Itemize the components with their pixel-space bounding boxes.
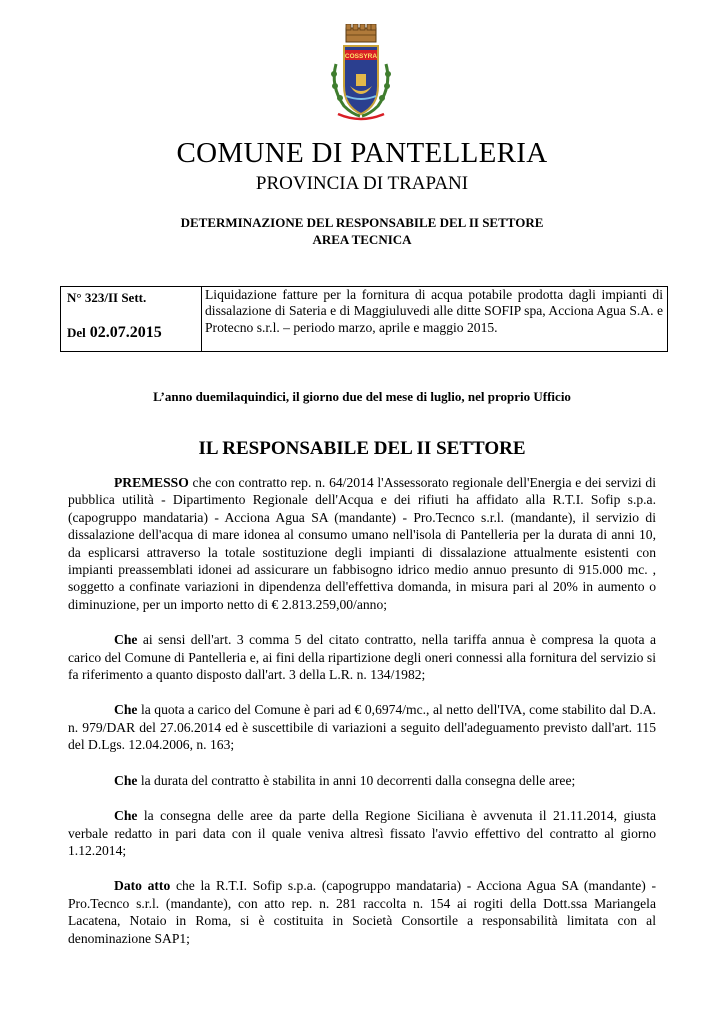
paragraph-che-consegna [68,807,656,859]
paragraph-lead: Dato atto [114,878,171,894]
determination-heading: DETERMINAZIONE DEL RESPONSABILE DEL II SETTORE [180,215,544,230]
paragraph-text: che con contratto rep. n. 64/2014 l'Assessorato regionale dell'Energia e dei servizi di pubblica utilità - Dipartimento Regionale dell'Acqua e dei rifiuti ha affidato alla R.T.I. Sofip s.p.a. (capogruppo mandataria) - Acciona Agua SA (mandante) - Pro.Tecnco s.r.l. (mandante), il servizio di dissalazione dell'acqua di mare idonea al consumo umano nell'isola di Pantelleria per la durata di anni 10, da esplicarsi attraverso la totale sostituzione degli impianti di dissalazione attualmente esistenti con impianti preassemblati idonei ad assicurare un fabbisogno idrico medio annuo presunto di 915.000 mc. , soggetto a confinate variazioni in dipendenza dell'effettiva domanda, in misura pari al 20% in aumento o diminuzione, per un importo netto di € 2.813.259,00/anno; [68,475,656,612]
determination-number: N° 323/II Sett. [67,290,147,305]
determination-subject: Liquidazione fatture per la fornitura di acqua potabile prodotta dagli impianti di dissalazione di Sateria e di Maggiuluvedi alle ditte SOFIP spa, Acciona Agua S.A. e Protecno s.r.l. – periodo marzo, aprile e maggio 2015. [205,287,663,335]
municipality-title: COMUNE DI PANTELLERIA [176,137,548,169]
date-label: Del [67,325,86,340]
paragraph-che-quota [68,701,656,753]
paragraph-text: la quota a carico del Comune è pari ad € 0,6974/mc., al netto dell'IVA, come stabilito dal D.A. n. 979/DAR del 27.06.2014 ed è suscettibile di variazioni a seguito dell'adeguamento previsto dall'art. 115 del D.Lgs. 12.04.2006, n. 163; [68,702,656,753]
paragraph-text: la durata del contratto è stabilita in anni 10 decorrenti dalla consegna delle aree; [137,772,576,788]
paragraph-lead: Che [114,808,138,824]
determination-info-box [60,286,668,352]
paragraph-che-durata [68,772,656,789]
paragraph-premesso [68,474,656,613]
determination-date: 02.07.2015 [89,324,162,341]
coat-of-arms-logo [322,24,400,124]
paragraph-che-tariffa [68,631,656,683]
determination-date-row [67,324,201,342]
paragraph-dato-atto [68,877,656,947]
intro-statement: L’anno duemilaquindici, il giorno due del mese di luglio, nel proprio Ufficio [153,389,571,404]
province-subtitle: PROVINCIA DI TRAPANI [255,173,469,194]
paragraph-text: la consegna delle aree da parte della Regione Siciliana è avvenuta il 21.11.2014, giusta verbale redatto in pari data con il quale veniva altresì fissato l'avvio effettivo del contratto al giorno 1.12.2014; [68,808,656,858]
crest-label: COSSYRA [344,53,378,60]
paragraph-lead: Che [114,702,138,718]
paragraph-lead: Che [114,772,138,788]
paragraph-text: ai sensi dell'art. 3 comma 5 del citato contratto, nella tariffa annua è compresa la quota a carico del Comune di Pantelleria e, ai fini della ripartizione degli oneri connessi alla fornitura del servizio si fa riferimento a quanto disposto dall'art. 3 della L.R. n. 134/1982; [68,632,656,683]
section-heading: IL RESPONSABILE DEL II SETTORE [198,438,526,459]
paragraph-lead: Che [114,632,138,648]
determination-reference [61,287,202,351]
document-body [68,474,656,965]
area-heading: AREA TECNICA [312,232,412,247]
paragraph-lead: PREMESSO [114,475,189,490]
paragraph-text: che la R.T.I. Sofip s.p.a. (capogruppo mandataria) - Acciona Agua SA (mandante) - Pro.Tecnco s.r.l. (mandante), con atto rep. n. 281 raccolta n. 154 ai rogiti della Dott.ssa Mariangela Lacatena, Notaio in Roma, si è costituita in Società Consortile a responsabilità limitata con al denominazione SAP1; [68,878,656,946]
